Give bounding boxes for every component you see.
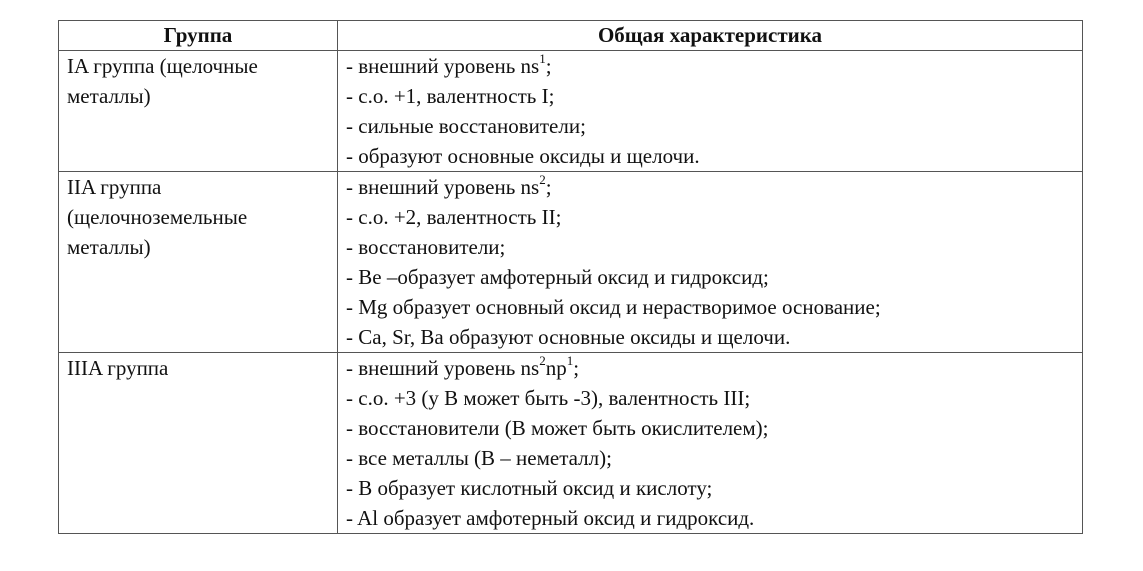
superscript: 1: [566, 353, 574, 368]
characteristic-text: - Mg образует основный оксид и нерастворимое основание;: [346, 295, 881, 319]
characteristic-text: - Be –образует амфотерный оксид и гидроксид;: [346, 265, 769, 289]
characteristic-line: [346, 292, 1074, 322]
characteristic-text: - Al образует амфотерный оксид и гидроксид.: [346, 506, 755, 530]
characteristic-text: - внешний уровень ns: [346, 356, 540, 380]
characteristic-text: - Ca, Sr, Ba образуют основные оксиды и щелочи.: [346, 325, 791, 349]
characteristic-text: - все металлы (B – неметалл);: [346, 446, 612, 470]
characteristic-text: - внешний уровень ns: [346, 54, 540, 78]
characteristic-text: - внешний уровень ns: [346, 175, 540, 199]
group-name-line: металлы): [67, 84, 151, 108]
characteristic-cell: [338, 51, 1083, 172]
characteristic-text: - B образует кислотный оксид и кислоту;: [346, 476, 713, 500]
characteristic-text-tail: ;: [573, 356, 580, 380]
characteristic-line: [346, 322, 1074, 352]
characteristic-text: - с.о. +1, валентность I;: [346, 84, 555, 108]
characteristic-text: - восстановители;: [346, 235, 506, 259]
characteristic-line: [346, 51, 1074, 81]
characteristic-line: [346, 473, 1074, 503]
group-characteristics-table: [58, 20, 1083, 534]
table-body: [59, 51, 1083, 534]
group-cell: [59, 172, 338, 353]
characteristic-line: [346, 353, 1074, 383]
table-row: [59, 51, 1083, 172]
characteristic-cell: [338, 353, 1083, 534]
group-name-line: IIIA группа: [67, 356, 169, 380]
characteristic-text: - образуют основные оксиды и щелочи.: [346, 144, 700, 168]
superscript: 2: [539, 353, 546, 368]
characteristic-cell: [338, 172, 1083, 353]
group-name-line: IIA группа: [67, 175, 162, 199]
header-characteristic: Общая характеристика: [338, 21, 1083, 51]
header-row: [59, 21, 1083, 51]
characteristic-text: - сильные восстановители;: [346, 114, 586, 138]
characteristic-text-tail: ;: [545, 54, 552, 78]
characteristic-text-tail: ;: [545, 175, 552, 199]
table-row: [59, 353, 1083, 534]
characteristic-line: [346, 172, 1074, 202]
characteristic-line: [346, 443, 1074, 473]
characteristic-line: [346, 141, 1074, 171]
header-group: Группа: [59, 21, 338, 51]
characteristic-line: [346, 111, 1074, 141]
characteristic-line: [346, 232, 1074, 262]
characteristic-text: - с.о. +2, валентность II;: [346, 205, 562, 229]
group-cell: [59, 51, 338, 172]
characteristic-line: [346, 262, 1074, 292]
group-name-line: IA группа (щелочные: [67, 54, 258, 78]
characteristic-text-mid: np: [545, 356, 567, 380]
superscript: 1: [539, 51, 546, 66]
characteristic-line: [346, 81, 1074, 111]
characteristic-line: [346, 202, 1074, 232]
characteristic-line: [346, 413, 1074, 443]
group-name-line: (щелочноземельные: [67, 205, 248, 229]
superscript: 2: [539, 172, 546, 187]
characteristic-line: [346, 503, 1074, 533]
characteristic-line: [346, 383, 1074, 413]
group-name-line: металлы): [67, 235, 151, 259]
characteristic-text: - с.о. +3 (у B может быть -3), валентность III;: [346, 386, 751, 410]
table-row: [59, 172, 1083, 353]
group-cell: [59, 353, 338, 534]
characteristic-text: - восстановители (B может быть окислителем);: [346, 416, 769, 440]
